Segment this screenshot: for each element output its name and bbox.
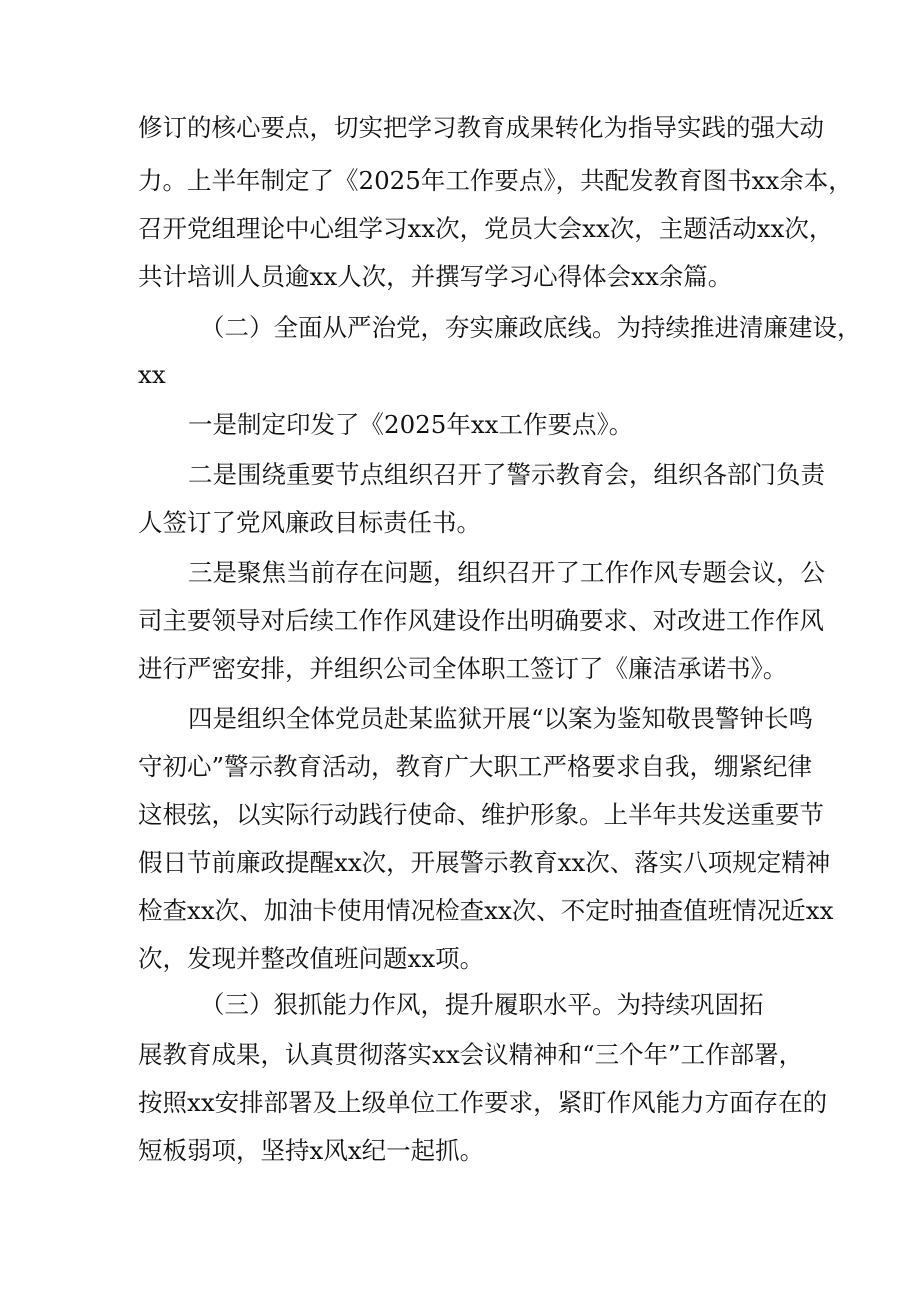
paragraph-line: 一是制定印发了《2025年xx工作要点》。	[188, 410, 634, 439]
paragraph-line: 进行严密安排，并组织公司全体职工签订了《廉洁承诺书》。	[138, 654, 788, 683]
paragraph-line: 司主要领导对后续工作作风建设作出明确要求、对改进工作作风	[138, 606, 824, 635]
section-heading-line: （二）全面从严治党，夯实廉政底线。为持续推进清廉建设，	[200, 313, 862, 342]
paragraph-line: 展教育成果，认真贯彻落实xx会议精神和“三个年”工作部署，	[138, 1040, 804, 1069]
paragraph-line: 力。上半年制定了《2025年工作要点》，共配发教育图书xx余本，	[138, 166, 853, 195]
paragraph-line: 次，发现并整改值班问题xx项。	[138, 944, 485, 973]
paragraph-line: 假日节前廉政提醒xx次，开展警示教育xx次、落实八项规定精神	[138, 848, 831, 877]
paragraph-line: 二是围绕重要节点组织召开了警示教育会，组织各部门负责	[188, 460, 825, 489]
paragraph-line: 这根弦，以实际行动践行使命、维护形象。上半年共发送重要节	[138, 800, 824, 829]
paragraph-line: 四是组织全体党员赴某监狱开展“以案为鉴知敬畏警钟长鸣	[188, 704, 814, 733]
paragraph-line: 召开党组理论中心组学习xx次，党员大会xx次，主题活动xx次，	[138, 214, 834, 243]
paragraph-line: 短板弱项，坚持x风x纪一起抓。	[138, 1136, 485, 1165]
paragraph-line: 三是聚焦当前存在问题，组织召开了工作作风专题会议，公	[188, 558, 825, 587]
paragraph-line: 人签订了党风廉政目标责任书。	[138, 508, 481, 537]
paragraph-line: xx	[138, 360, 166, 389]
paragraph-line: 共计培训人员逾xx人次，并撰写学习心得体会xx余篇。	[138, 262, 733, 291]
section-heading-line: （三）狠抓能力作风，提升履职水平。为持续巩固拓	[200, 990, 764, 1019]
paragraph-line: 检查xx次、加油卡使用情况检查xx次、不定时抽查值班情况近xx	[138, 896, 834, 925]
paragraph-line: 修订的核心要点，切实把学习教育成果转化为指导实践的强大动	[138, 113, 824, 142]
paragraph-line: 守初心”警示教育活动，教育广大职工严格要求自我，绷紧纪律	[138, 752, 813, 781]
paragraph-line: 按照xx安排部署及上级单位工作要求，紧盯作风能力方面存在的	[138, 1088, 828, 1117]
